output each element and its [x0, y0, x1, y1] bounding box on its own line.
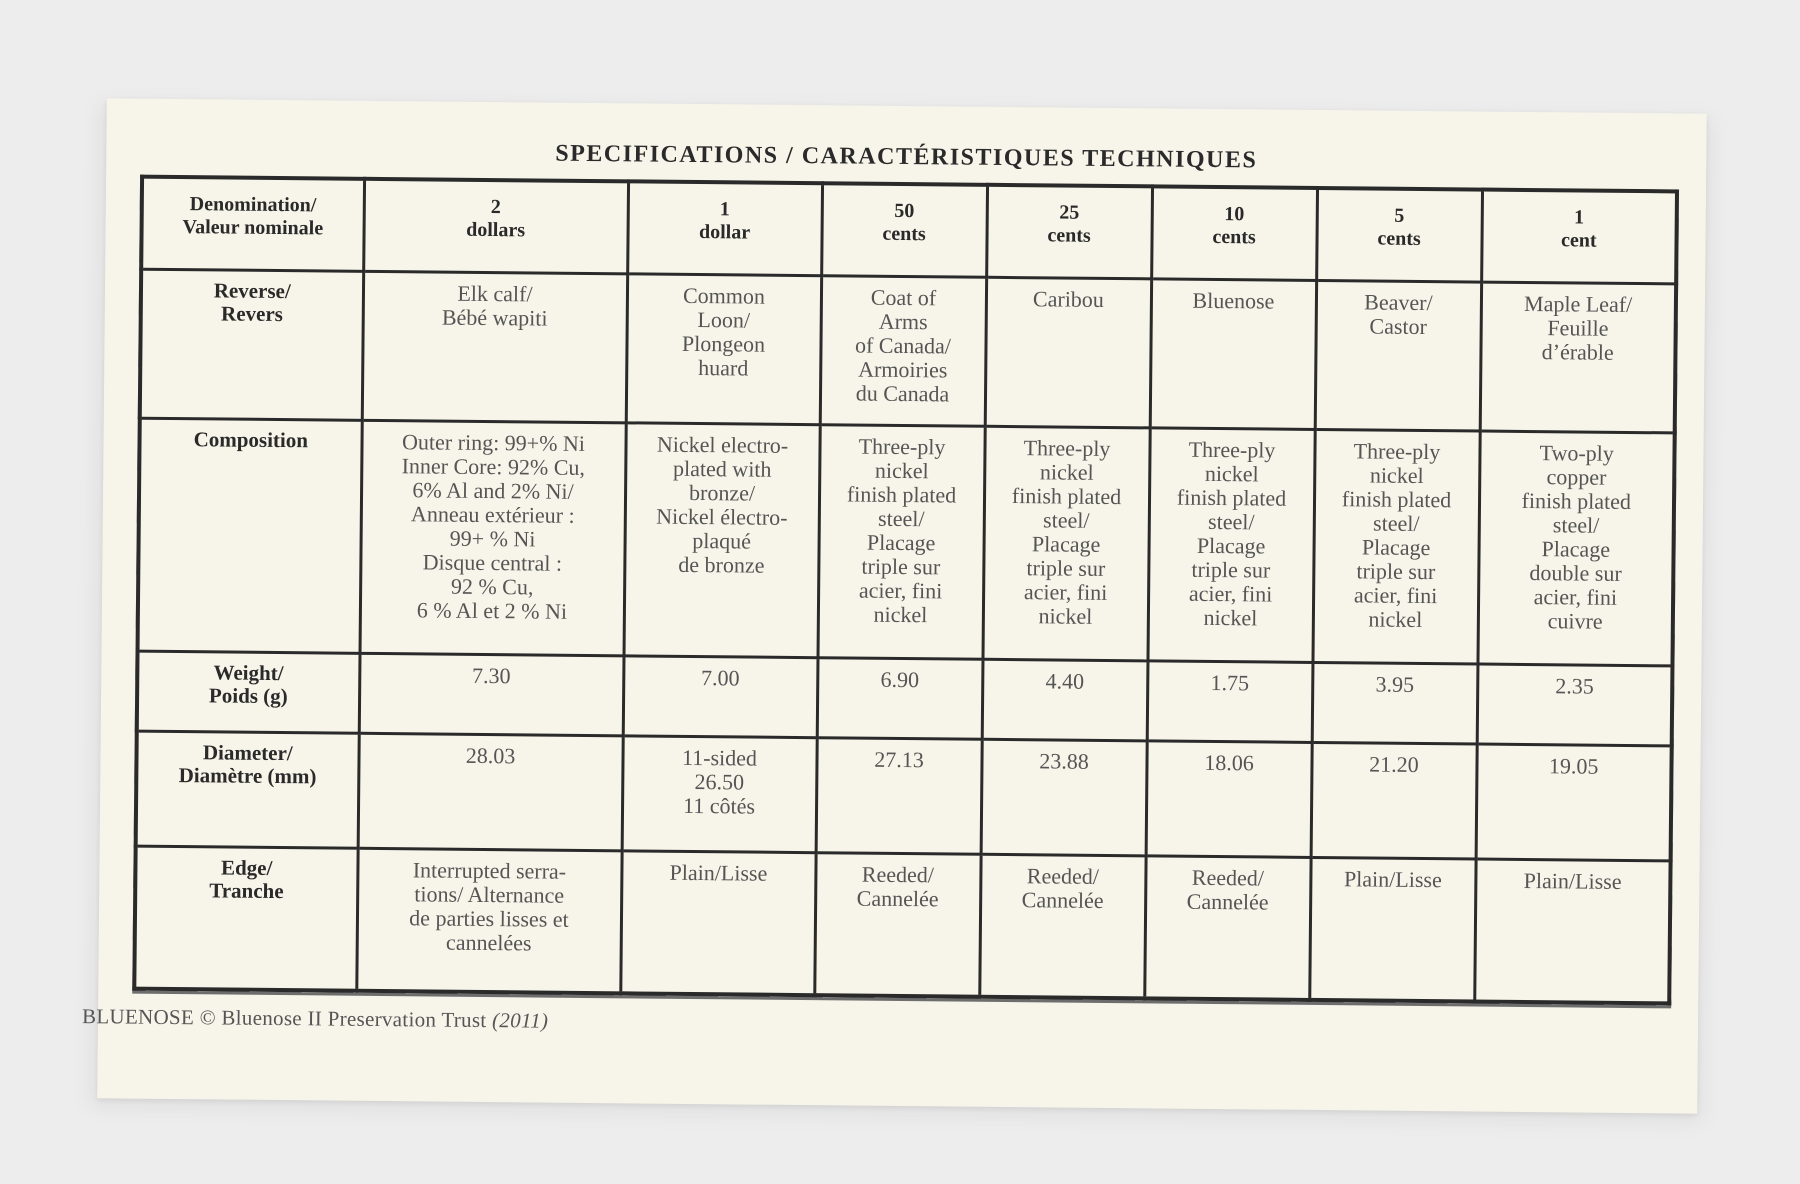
reverse-header: Reverse/ Revers: [140, 269, 363, 420]
weight-cell: 3.95: [1312, 662, 1478, 744]
edge-cell: Interrupted serra- tions/ Alternance de parties lisses et cannelées: [356, 849, 621, 994]
composition-cell: Three-ply nickel finish plated steel/ Placage triple sur acier, fini nickel: [982, 427, 1149, 661]
copyright-text: BLUENOSE © Bluenose II Preservation Trust: [81, 1004, 487, 1033]
composition-cell: Outer ring: 99+% Ni Inner Core: 92% Cu, 6% Al and 2% Ni/ Anneau extérieur : 99+ % Ni Disque central : 92 % Cu, 6 % Al et 2 % Ni: [360, 421, 626, 656]
diameter-cell: 19.05: [1476, 744, 1672, 861]
denomination-1-cent: 1 cent: [1481, 190, 1677, 284]
composition-cell: Two-ply copper finish plated steel/ Placage double sur acier, fini cuivre: [1477, 431, 1674, 665]
denomination-2-dollars: 2 dollars: [363, 179, 628, 274]
card-title: SPECIFICATIONS / CARACTÉRISTIQUES TECHNIQUES: [555, 140, 1258, 174]
diameter-header: Diameter/ Diamètre (mm): [136, 731, 359, 848]
diameter-cell: 28.03: [358, 733, 623, 851]
copyright-footer: [82, 1004, 549, 1033]
denomination-5-cents: 5 cents: [1316, 188, 1482, 282]
composition-row: [138, 419, 1675, 666]
edge-cell: Reeded/ Cannelée: [1144, 856, 1310, 1000]
copyright-year: (2011): [491, 1008, 549, 1033]
reverse-row: [140, 269, 1676, 433]
weight-header: Weight/ Poids (g): [137, 651, 360, 733]
composition-cell: Three-ply nickel finish plated steel/ Placage triple sur acier, fini nickel: [1147, 428, 1314, 662]
denomination-25-cents: 25 cents: [986, 185, 1152, 279]
edge-cell: Plain/Lisse: [1474, 859, 1670, 1003]
denomination-1-dollar: 1 dollar: [627, 181, 822, 275]
header-row: [141, 177, 1677, 284]
diameter-row: [136, 731, 1672, 861]
edge-cell: Reeded/ Cannelée: [814, 853, 980, 997]
weight-cell: 4.40: [982, 659, 1148, 741]
weight-cell: 1.75: [1147, 661, 1313, 743]
composition-cell: Nickel electro- plated with bronze/ Nickel électro- plaqué de bronze: [624, 423, 820, 657]
diameter-cell: 18.06: [1146, 741, 1312, 858]
composition-cell: Three-ply nickel finish plated steel/ Placage triple sur acier, fini nickel: [1312, 430, 1479, 664]
reverse-cell: Bluenose: [1150, 279, 1316, 430]
weight-cell: 7.30: [359, 653, 624, 736]
denomination-10-cents: 10 cents: [1151, 186, 1317, 280]
specifications-table: [132, 175, 1679, 1006]
diameter-cell: 23.88: [981, 739, 1147, 856]
diameter-cell: 27.13: [816, 738, 982, 855]
reverse-cell: Maple Leaf/ Feuille d’érable: [1480, 282, 1676, 433]
composition-header: Composition: [138, 419, 362, 654]
edge-header: Edge/ Tranche: [134, 847, 357, 991]
spec-card: [81, 98, 1707, 1113]
denomination-header: Denomination/ Valeur nominale: [141, 177, 364, 272]
weight-cell: 2.35: [1477, 664, 1673, 746]
weight-cell: 6.90: [817, 658, 983, 740]
edge-cell: Plain/Lisse: [1309, 858, 1475, 1002]
reverse-cell: Common Loon/ Plongeon huard: [626, 274, 821, 425]
diameter-cell: 21.20: [1311, 743, 1477, 860]
edge-row: [134, 847, 1670, 1004]
diameter-cell: 11-sided 26.50 11 côtés: [622, 736, 817, 853]
edge-cell: Plain/Lisse: [620, 851, 815, 995]
denomination-50-cents: 50 cents: [821, 183, 987, 277]
edge-cell: Reeded/ Cannelée: [979, 855, 1145, 999]
reverse-cell: Beaver/ Castor: [1315, 281, 1481, 432]
reverse-cell: Elk calf/ Bébé wapiti: [362, 271, 627, 423]
reverse-cell: Caribou: [985, 277, 1151, 428]
weight-row: [137, 651, 1673, 746]
composition-cell: Three-ply nickel finish plated steel/ Placage triple sur acier, fini nickel: [818, 425, 985, 659]
weight-cell: 7.00: [623, 656, 818, 738]
reverse-cell: Coat of Arms of Canada/ Armoiries du Canada: [820, 276, 986, 427]
